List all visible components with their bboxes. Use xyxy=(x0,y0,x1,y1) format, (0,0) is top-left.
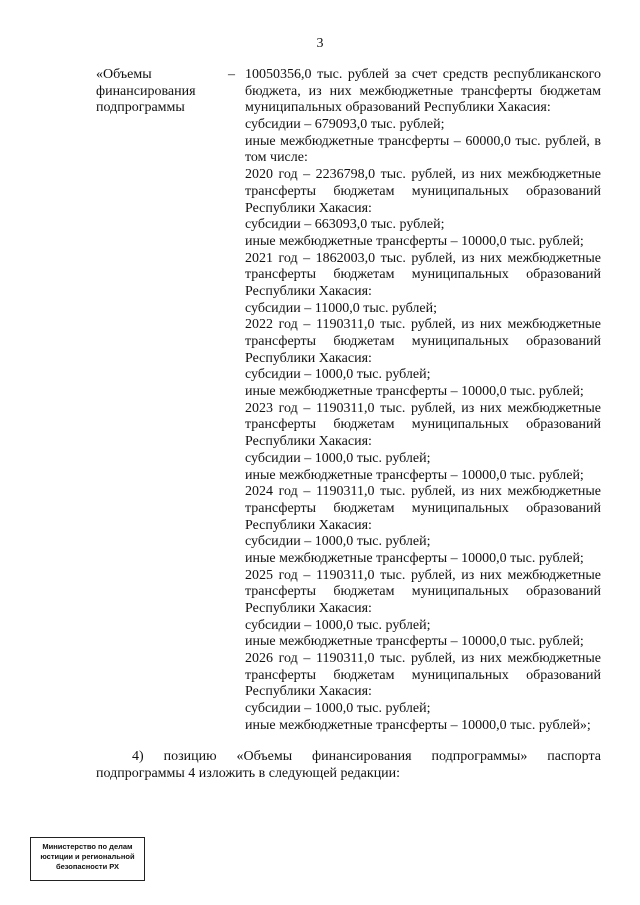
amendment-paragraph-line: подпрограммы 4 изложить в следующей редакции: xyxy=(96,766,401,781)
page-number: 3 xyxy=(316,36,324,51)
financing-line: 2021 год – 1862003,0 тыс. рублей, из них межбюджетные xyxy=(245,250,601,266)
financing-line: Республики Хакасия: xyxy=(245,200,372,216)
financing-details xyxy=(245,67,601,735)
ministry-stamp xyxy=(30,837,145,881)
financing-line: трансферты бюджетам муниципальных образований xyxy=(245,584,601,600)
financing-line: 2025 год – 1190311,0 тыс. рублей, из них межбюджетные xyxy=(245,567,601,583)
financing-line: иные межбюджетные трансферты – 10000,0 тыс. рублей; xyxy=(245,550,584,566)
financing-line: 2022 год – 1190311,0 тыс. рублей, из них межбюджетные xyxy=(245,317,601,333)
position-label-line: финансирования xyxy=(96,83,196,99)
financing-line: трансферты бюджетам муниципальных образований xyxy=(245,183,601,199)
financing-line: 2026 год – 1190311,0 тыс. рублей, из них межбюджетные xyxy=(245,651,601,667)
position-label-line: подпрограммы xyxy=(96,100,185,116)
financing-line: Республики Хакасия: xyxy=(245,517,372,533)
financing-line: Республики Хакасия: xyxy=(245,434,372,450)
financing-line: Республики Хакасия: xyxy=(245,350,372,366)
financing-line: иные межбюджетные трансферты – 60000,0 тыс. рублей, в xyxy=(245,133,601,149)
financing-line: субсидии – 663093,0 тыс. рублей; xyxy=(245,217,445,233)
financing-line: 10050356,0 тыс. рублей за счет средств республиканского xyxy=(245,67,601,82)
financing-line: субсидии – 11000,0 тыс. рублей; xyxy=(245,300,437,316)
financing-line: иные межбюджетные трансферты – 10000,0 тыс. рублей; xyxy=(245,233,584,249)
amendment-paragraph-line: 4) позицию «Объемы финансирования подпрограммы» паспорта xyxy=(132,749,601,764)
financing-line: субсидии – 1000,0 тыс. рублей; xyxy=(245,701,431,717)
financing-line: трансферты бюджетам муниципальных образований xyxy=(245,417,601,433)
financing-line: трансферты бюджетам муниципальных образований xyxy=(245,334,601,349)
financing-line: Республики Хакасия: xyxy=(245,684,372,700)
financing-line: трансферты бюджетам муниципальных образований xyxy=(245,267,601,283)
financing-line: Республики Хакасия: xyxy=(245,601,372,616)
financing-line: 2024 год – 1190311,0 тыс. рублей, из них межбюджетные xyxy=(245,484,601,500)
position-label-line: «Объемы xyxy=(96,67,152,82)
financing-line: трансферты бюджетам муниципальных образований xyxy=(245,667,601,683)
financing-line: том числе: xyxy=(245,150,308,166)
financing-line: трансферты бюджетам муниципальных образований xyxy=(245,500,601,516)
financing-line: субсидии – 1000,0 тыс. рублей; xyxy=(245,534,431,550)
financing-line: Республики Хакасия: xyxy=(245,283,372,299)
financing-line: 2023 год – 1190311,0 тыс. рублей, из них межбюджетные xyxy=(245,400,601,416)
financing-line: иные межбюджетные трансферты – 10000,0 тыс. рублей; xyxy=(245,634,584,650)
position-label xyxy=(96,67,221,117)
separator-dash: – xyxy=(228,67,235,82)
stamp-line: Министерство по делам xyxy=(42,842,133,851)
stamp-line: юстиции и региональной xyxy=(40,852,135,861)
stamp-line: безопасности РХ xyxy=(55,862,120,871)
amendment-paragraph xyxy=(96,748,601,782)
financing-line: субсидии – 1000,0 тыс. рублей; xyxy=(245,450,431,466)
financing-line: 2020 год – 2236798,0 тыс. рублей, из них межбюджетные xyxy=(245,167,601,183)
financing-line: субсидии – 1000,0 тыс. рублей; xyxy=(245,367,431,383)
financing-line: субсидии – 1000,0 тыс. рублей; xyxy=(245,617,431,633)
financing-line: иные межбюджетные трансферты – 10000,0 тыс. рублей; xyxy=(245,384,584,400)
financing-line: иные межбюджетные трансферты – 10000,0 тыс. рублей»; xyxy=(245,717,591,733)
financing-line: субсидии – 679093,0 тыс. рублей; xyxy=(245,117,445,133)
financing-line: иные межбюджетные трансферты – 10000,0 тыс. рублей; xyxy=(245,467,584,483)
financing-line: бюджета, из них межбюджетные трансферты бюджетам xyxy=(245,83,601,99)
financing-line: муниципальных образований Республики Хакасия: xyxy=(245,100,551,116)
